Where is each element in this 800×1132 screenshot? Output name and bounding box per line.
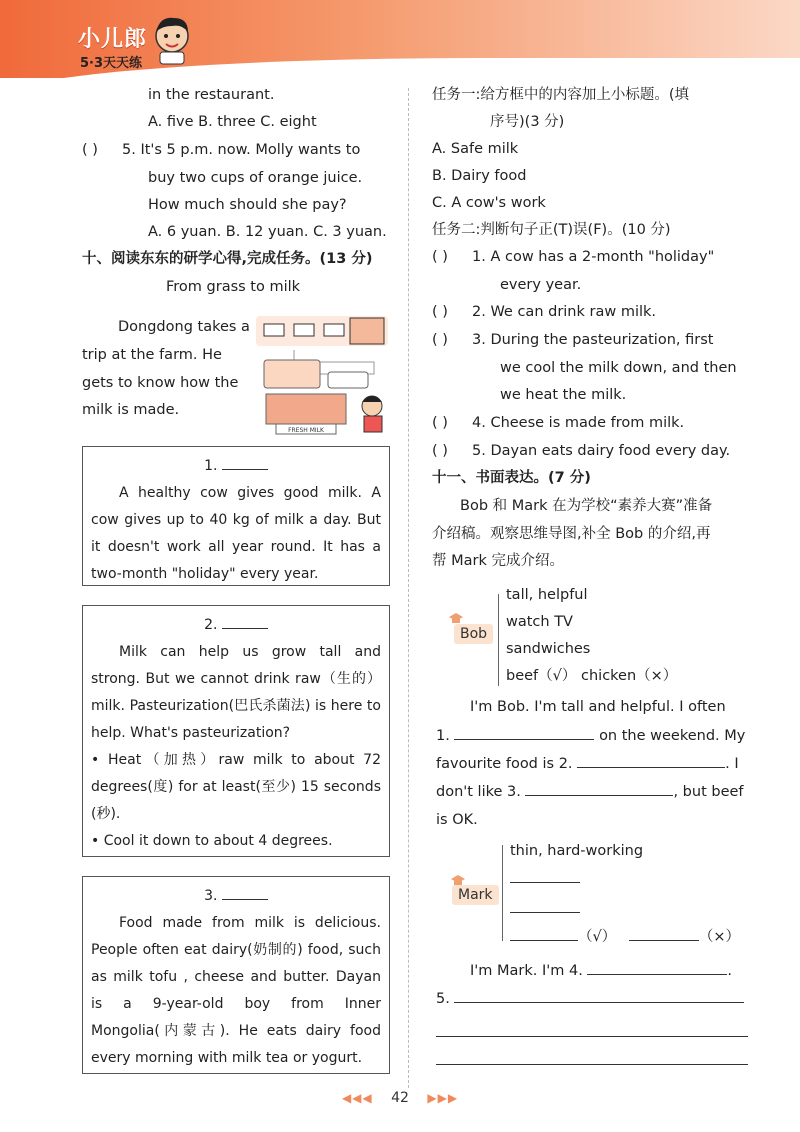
mark-item: thin, hard-working: [510, 843, 644, 859]
task1-option: A. Safe milk: [432, 141, 519, 157]
tf-paren[interactable]: ( ): [432, 443, 448, 459]
mark-blank[interactable]: [629, 924, 699, 941]
box-number: 2.: [204, 617, 218, 633]
mark-blank[interactable]: [510, 924, 578, 941]
q4-options: A. five B. three C. eight: [148, 114, 317, 130]
intro-line: milk is made.: [82, 402, 180, 418]
series-label: 5·3天天练: [80, 56, 143, 71]
bob-label: Bob: [454, 624, 493, 644]
bob-line5: is OK.: [436, 812, 478, 828]
bob-item: sandwiches: [506, 641, 591, 657]
check-mark: （√）: [578, 929, 617, 945]
box-number: 1.: [204, 458, 218, 474]
intro-line: Dongdong takes a: [118, 319, 250, 335]
answer-blank-1[interactable]: [454, 723, 594, 740]
tf-paren[interactable]: ( ): [432, 415, 448, 431]
q4-tail: in the restaurant.: [148, 87, 275, 103]
bob-bracket: [498, 594, 499, 686]
writing-line[interactable]: [436, 1064, 748, 1065]
bob-text: , but beef: [673, 784, 744, 800]
title-blank[interactable]: [222, 453, 268, 470]
tf-item: 2. We can drink raw milk.: [472, 304, 657, 320]
task2-title: 任务二:判断句子正(T)误(F)。(10 分): [432, 222, 671, 238]
tf-item: 1. A cow has a 2-month "holiday": [472, 249, 715, 265]
bob-text: favourite food is 2.: [436, 756, 573, 772]
q5-line2: buy two cups of orange juice.: [148, 170, 363, 186]
task1-option: C. A cow's work: [432, 195, 546, 211]
section11-text: Bob 和 Mark 在为学校“素养大赛”准备: [460, 498, 713, 514]
tf-paren[interactable]: ( ): [432, 304, 448, 320]
farm-illustration: [254, 314, 390, 436]
section10-title: 十、阅读东东的研学心得,完成任务。(13 分): [82, 251, 373, 267]
mark-item: [510, 924, 740, 951]
title-blank[interactable]: [222, 883, 268, 900]
box2-bullet: • Heat（加热）raw milk to about 72 degrees(度) for at least(至少) 15 seconds (秒).: [91, 752, 381, 822]
q5-line1: 5. It's 5 p.m. now. Molly wants to: [122, 142, 361, 158]
fresh-milk-label: FRESH MILK: [288, 427, 324, 434]
mark-item: [510, 866, 580, 893]
bob-line3: [436, 751, 739, 778]
blank-number: 5.: [436, 991, 450, 1007]
box-number: 3.: [204, 888, 218, 904]
q5-line3: How much should she pay?: [148, 197, 347, 213]
bob-item: watch TV: [506, 614, 573, 630]
right-arrows-icon: ▶▶▶: [427, 1091, 459, 1105]
tf-item: 4. Cheese is made from milk.: [472, 415, 685, 431]
cross-mark: （×）: [698, 929, 741, 945]
bob-line2: [436, 723, 745, 750]
writing-line[interactable]: [436, 1036, 748, 1037]
mascot-icon: [148, 14, 196, 66]
tf-paren[interactable]: ( ): [432, 332, 448, 348]
tf-item-cont: we heat the milk.: [500, 387, 627, 403]
column-divider: [408, 88, 409, 1088]
answer-blank-2[interactable]: [577, 751, 725, 768]
task1-line1: 任务一:给方框中的内容加上小标题。(填: [432, 87, 690, 103]
tf-item-cont: we cool the milk down, and then: [500, 360, 737, 376]
section11-text: 介绍稿。观察思维导图,补全 Bob 的介绍,再: [432, 526, 711, 542]
mark-item: [510, 896, 580, 923]
mark-bracket: [502, 845, 503, 941]
answer-blank-5[interactable]: [454, 986, 744, 1003]
passage-box-2: [82, 605, 390, 857]
bob-item: tall, helpful: [506, 587, 588, 603]
tf-item: 5. Dayan eats dairy food every day.: [472, 443, 731, 459]
bob-text: on the weekend. My: [599, 728, 746, 744]
section11-title: 十一、书面表达。(7 分): [432, 470, 591, 486]
bob-text: . I: [725, 756, 739, 772]
tf-item: 3. During the pasteurization, first: [472, 332, 714, 348]
tf-paren[interactable]: ( ): [432, 249, 448, 265]
mark-text: I'm Mark. I'm 4.: [470, 963, 583, 979]
tf-item-cont: every year.: [500, 277, 582, 293]
blank-number: 1.: [436, 728, 450, 744]
task1-line2: 序号)(3 分): [490, 114, 565, 130]
mark-blank[interactable]: [510, 896, 580, 913]
title-blank[interactable]: [222, 612, 268, 629]
box2-bullet: • Cool it down to about 4 degrees.: [91, 833, 333, 849]
section11-text: 帮 Mark 完成介绍。: [432, 553, 564, 569]
intro-line: trip at the farm. He: [82, 347, 222, 363]
passage-title: From grass to milk: [166, 279, 301, 295]
bob-item: beef（√） chicken（×）: [506, 668, 678, 684]
bob-line4: [436, 779, 744, 806]
mark-blank[interactable]: [510, 866, 580, 883]
bob-line1: I'm Bob. I'm tall and helpful. I often: [470, 699, 726, 715]
box3-text: Food made from milk is delicious. People often eat dairy(奶制的) food, such as milk tofu , cheese and butter. Dayan is a 9-year-old boy from Inner Mongolia(内蒙古). He eats dairy food every morning with milk tea or yogurt.: [91, 915, 381, 1066]
task1-option: B. Dairy food: [432, 168, 527, 184]
q5-paren[interactable]: ( ): [82, 142, 98, 158]
page-footer: [0, 1090, 800, 1106]
answer-blank-3[interactable]: [525, 779, 673, 796]
passage-box-3: [82, 876, 390, 1074]
box2-para: Milk can help us grow tall and strong. But we cannot drink raw（生的）milk. Pasteurization(巴氏杀菌法) is here to help. What's pasteurization?: [91, 644, 381, 741]
mark-text-end: .: [727, 963, 733, 979]
mark-line1: [470, 958, 732, 985]
intro-line: gets to know how the: [82, 375, 239, 391]
answer-blank-4[interactable]: [587, 958, 727, 975]
left-arrows-icon: ◀◀◀: [341, 1091, 373, 1105]
cow-icon: [264, 324, 344, 336]
box1-text: A healthy cow gives good milk. A cow gives up to 40 kg of milk a day. But it doesn't work all year round. It has a two-month "holiday" every year.: [91, 485, 381, 582]
mark-label: Mark: [452, 885, 499, 905]
passage-box-1: [82, 446, 390, 586]
page-number: 42: [391, 1090, 409, 1106]
bob-text: don't like 3.: [436, 784, 521, 800]
mark-line2: [436, 986, 744, 1013]
brand-logo: 小儿郎: [78, 27, 148, 52]
q5-options: A. 6 yuan. B. 12 yuan. C. 3 yuan.: [148, 224, 387, 240]
